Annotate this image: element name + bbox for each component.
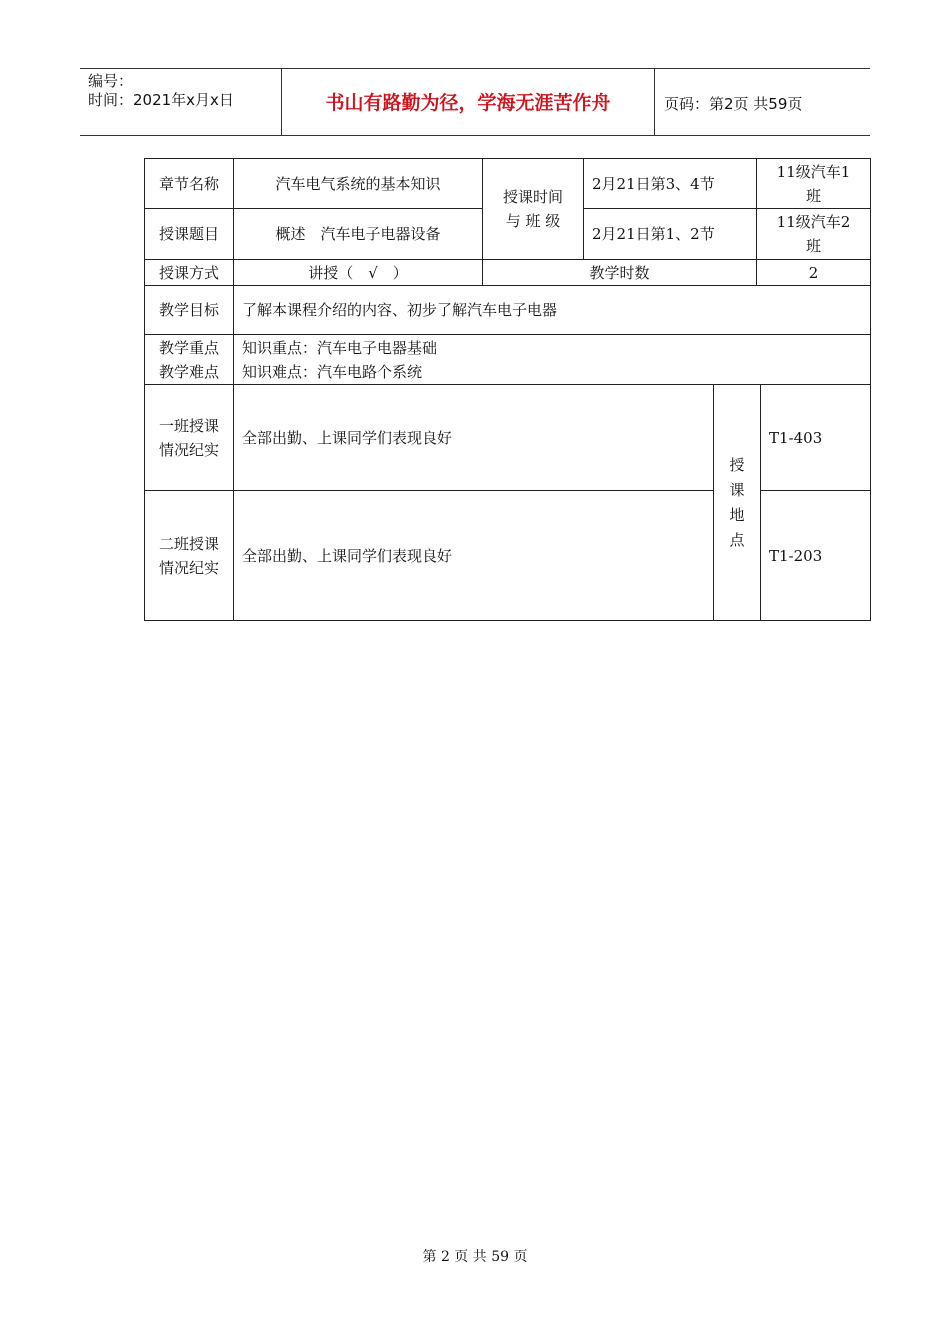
header-bottom-rule bbox=[80, 135, 870, 136]
key-difficulty-value bbox=[233, 334, 871, 385]
room-1: T1-403 bbox=[760, 384, 871, 491]
room-2: T1-203 bbox=[760, 490, 871, 621]
serial-label: 编号： bbox=[88, 72, 134, 90]
header-meta bbox=[88, 72, 234, 110]
topic-label: 授课题目 bbox=[144, 208, 234, 260]
key-label: 教学重点 bbox=[158, 338, 219, 357]
session-1-class-line1: 11级汽车1 bbox=[776, 162, 851, 181]
class1-label bbox=[144, 384, 234, 491]
header-motto: 书山有路勤为径，学海无涯苦作舟 bbox=[325, 92, 611, 114]
chapter-label: 章节名称 bbox=[144, 158, 234, 209]
header-top-rule bbox=[80, 68, 870, 69]
hours-value: 2 bbox=[756, 259, 871, 286]
chapter-value: 汽车电气系统的基本知识 bbox=[233, 158, 483, 209]
hours-label: 教学时数 bbox=[482, 259, 757, 286]
method-label: 授课方式 bbox=[144, 259, 234, 286]
class1-label-line2: 情况纪实 bbox=[158, 440, 219, 459]
location-char-2: 课 bbox=[729, 480, 745, 499]
class1-label-line1: 一班授课 bbox=[158, 416, 219, 435]
method-value: 讲授（ √ ） bbox=[233, 259, 483, 286]
time-class-label-line2: 与 班 级 bbox=[505, 212, 561, 230]
class2-label-line1: 二班授课 bbox=[158, 534, 219, 553]
location-label bbox=[713, 384, 761, 621]
time-class-label bbox=[482, 158, 584, 260]
session-1-time: 2月21日第3、4节 bbox=[583, 158, 757, 209]
class1-value: 全部出勤、上课同学们表现良好 bbox=[233, 384, 714, 491]
goal-label: 教学目标 bbox=[144, 285, 234, 335]
header-page-info: 页码：第2页 共59页 bbox=[664, 95, 803, 113]
session-2-time: 2月21日第1、2节 bbox=[583, 208, 757, 260]
session-1-class-line2: 班 bbox=[805, 186, 821, 205]
location-char-4: 点 bbox=[729, 530, 745, 549]
difficulty-value: 知识难点：汽车电路个系统 bbox=[242, 362, 423, 381]
difficulty-label: 教学难点 bbox=[158, 362, 219, 381]
page-footer: 第 2 页 共 59 页 bbox=[422, 1249, 528, 1265]
key-difficulty-label bbox=[144, 334, 234, 385]
topic-value: 概述 汽车电子电器设备 bbox=[233, 208, 483, 260]
class2-label-line2: 情况纪实 bbox=[158, 558, 219, 577]
time-class-label-line1: 授课时间 bbox=[502, 188, 563, 206]
goal-value: 了解本课程介绍的内容、初步了解汽车电子电器 bbox=[233, 285, 871, 335]
class2-value: 全部出勤、上课同学们表现良好 bbox=[233, 490, 714, 621]
key-value: 知识重点：汽车电子电器基础 bbox=[242, 338, 438, 357]
location-char-3: 地 bbox=[729, 505, 745, 524]
time-label: 时间：2021年x月x日 bbox=[88, 91, 234, 109]
session-2-class-line1: 11级汽车2 bbox=[776, 213, 851, 231]
session-2-class bbox=[756, 208, 871, 260]
location-char-1: 授 bbox=[729, 455, 745, 474]
session-2-class-line2: 班 bbox=[805, 237, 821, 255]
session-1-class bbox=[756, 158, 871, 209]
class2-label bbox=[144, 490, 234, 621]
header-divider-right bbox=[654, 68, 655, 135]
